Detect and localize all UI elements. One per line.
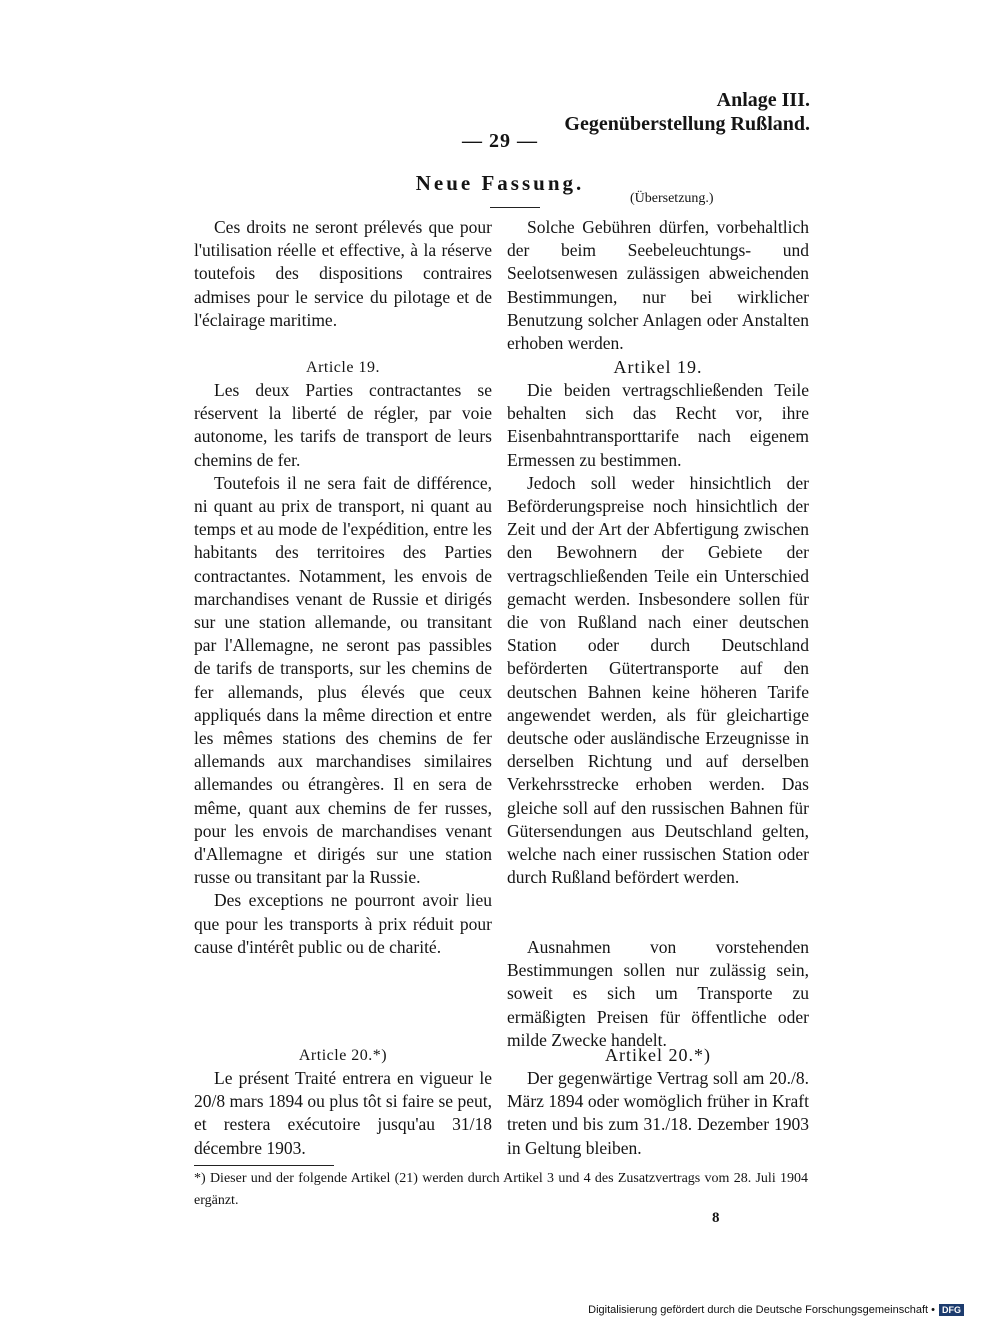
section-heading: Neue Fassung.	[415, 171, 585, 195]
left-article19-paragraph-2: Toutefois il ne sera fait de différence, ni quant au prix de transport, ni quant au temps et au mode de l'expédition, entre les habitants des territoires des Parties contractantes. Notamment, les envois de marchandises venant de Russie et dirigés sur une station allemande, ou transitant par l'Allemagne, ne seront pas passibles de tarifs de transports, sur les chemins de fer allemands, plus élevés que ceux appliqués dans la même direction et entre les mêmes stations des chemins de fer allemands aux marchandises similaires allemandes ou étrangères. Il en sera de même, quant aux chemins de fer russes, pour les envois de marchandises venant d'Allemagne et dirigés sur une station russe ou transitant par la Russie.	[194, 472, 492, 888]
right-intro-paragraph: Solche Gebühren dürfen, vorbehaltlich der beim Seebeleuchtungs- und Seelotsenwesen zulässigen abweichenden Bestimmungen, nur bei wirklicher Benutzung solcher Anlagen oder Anstalten erhoben werden.	[507, 217, 809, 354]
translation-note: (Übersetzung.)	[630, 191, 714, 206]
left-intro	[194, 216, 492, 332]
right-article20-paragraph: Der gegenwärtige Vertrag soll am 20./8. März 1894 oder womöglich früher in Kraft treten und bis zum 31./18. Dezember 1903 in Geltung bleiben.	[507, 1068, 809, 1158]
right-article-20	[507, 1044, 809, 1160]
left-article20-title: Article 20.*)	[298, 1047, 388, 1064]
sheet-number: 8	[712, 1210, 720, 1226]
left-article-20	[194, 1044, 492, 1160]
left-article19-paragraph-3: Des exceptions ne pourront avoir lieu que pour les transports à prix réduit pour cause d'intérêt public ou de charité.	[194, 890, 492, 957]
right-article20-title: Artikel 20.*)	[605, 1045, 711, 1065]
heading-rule	[490, 207, 540, 208]
left-article19-paragraph-1: Les deux Parties contractantes se réservent la liberté de régler, par voie autonome, les tarifs de transport de leurs chemins de fer.	[194, 380, 492, 470]
annex-number: Anlage III.	[716, 89, 810, 111]
left-article-19	[194, 356, 492, 959]
credit-text: Digitalisierung gefördert durch die Deutsche Forschungsgemeinschaft •	[588, 1304, 935, 1316]
right-article-19-exceptions	[507, 936, 809, 1052]
right-article19-paragraph-3: Ausnahmen von vorstehenden Bestimmungen sollen nur zulässig sein, soweit es sich um Transporte zu ermäßigten Preisen für öffentliche oder milde Zwecke handelt.	[507, 937, 809, 1050]
right-article19-paragraph-2: Jedoch soll weder hinsichtlich der Beförderungspreise noch hinsichtlich der Zeit und der Art der Abfertigung zwischen den Bewohnern der Gebiete der vertragschließenden Teile ein Unterschied gemacht werden. Insbesondere sollen für die von Rußland nach einer deutschen Station oder durch Deutschland beförderten Gütertransporte auf den deutschen Bahnen keine höheren Tarife angewendet werden, als für gleichartige deutsche oder ausländische Erzeugnisse in derselben Richtung und auf derselben Verkehrsstrecke erhoben werden. Das gleiche soll auf den russischen Bahnen für Gütersendungen aus Deutschland gelten, welche nach einer russischen Station oder durch Rußland befördert werden.	[507, 472, 809, 888]
right-article19-title: Artikel 19.	[613, 357, 703, 377]
dfg-logo: DFG	[939, 1304, 964, 1316]
annex-label	[564, 88, 810, 136]
left-article20-paragraph: Le présent Traité entrera en vigueur le 20/8 mars 1894 ou plus tôt si faire se peut, et restera exécutoire jusqu'au 31/18 décembre 1903.	[194, 1068, 492, 1158]
footnote: *) Dieser und der folgende Artikel (21) werden durch Artikel 3 und 4 des Zusatzvertrags vom 28. Juli 1904 ergänzt.	[194, 1171, 808, 1208]
right-article-19	[507, 356, 809, 889]
right-article19-paragraph-1: Die beiden vertragschließenden Teile behalten sich das Recht vor, ihre Eisenbahntransporttarife nach eigenem Ermessen zu bestimmen.	[507, 380, 809, 470]
left-article19-title: Article 19.	[306, 359, 380, 376]
annex-subtitle: Gegenüberstellung Rußland.	[564, 113, 810, 135]
digitization-credit	[588, 1304, 964, 1316]
left-intro-paragraph: Ces droits ne seront prélevés que pour l'utilisation réelle et effective, à la réserve toutefois des dispositions contraires admises pour le service du pilotage et de l'éclairage maritime.	[194, 217, 492, 330]
footnote-rule	[194, 1165, 334, 1166]
page-number: — 29 —	[462, 130, 538, 152]
right-intro	[507, 216, 809, 355]
